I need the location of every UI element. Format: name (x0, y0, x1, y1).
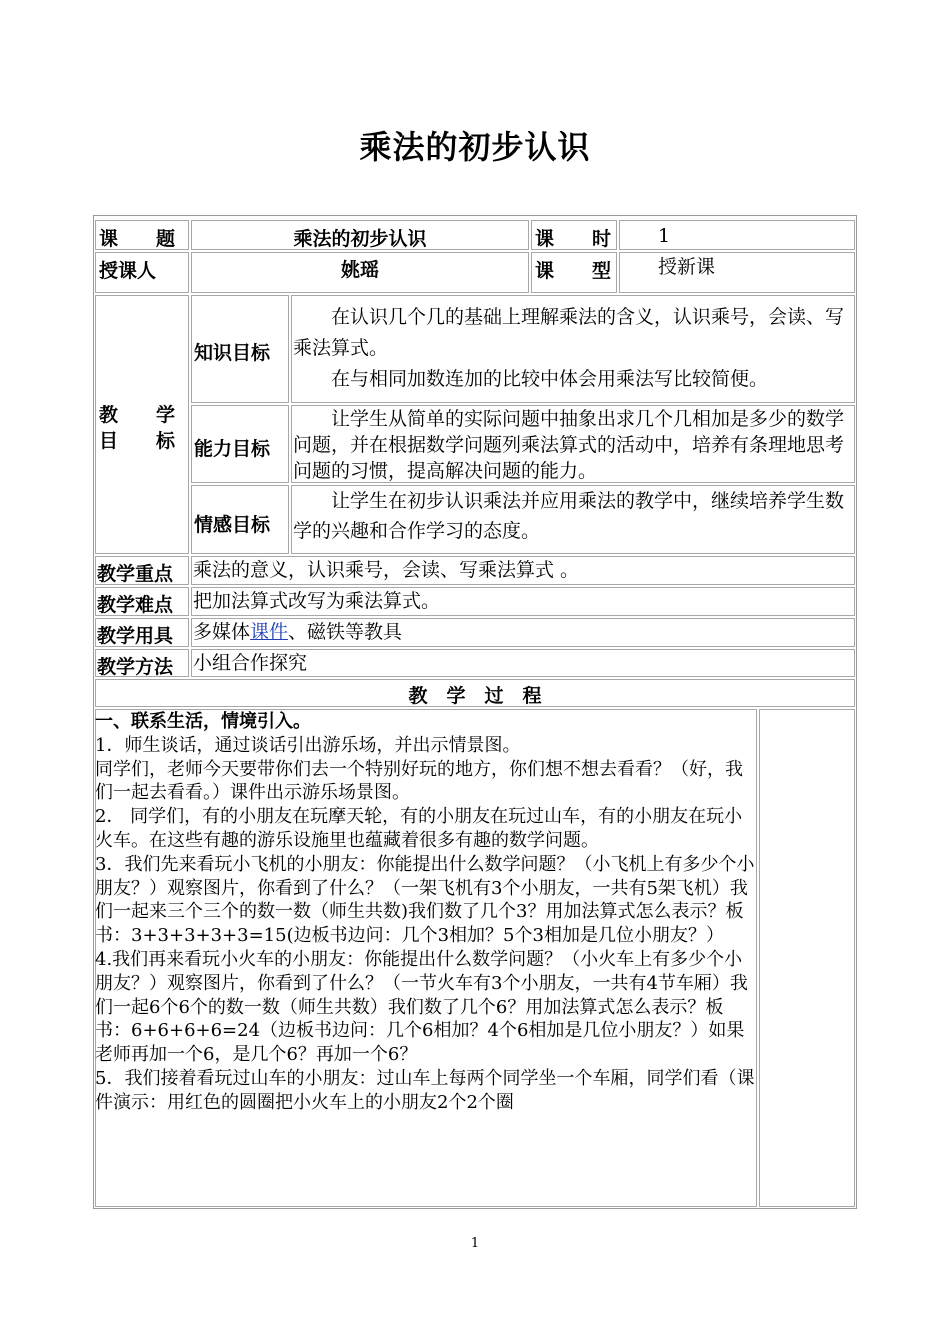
ability-text-cell (291, 405, 855, 483)
process-heading: 一、联系生活，情境引入。 (95, 711, 311, 732)
difficulty-value-cell (191, 587, 855, 616)
process-paragraph: 同学们，老师今天要带你们去一个特别好玩的地方，你们想不想去看看？（好，我们一起去看看。）课件出示游乐场景图。 (95, 758, 743, 804)
ability-label-cell (191, 405, 289, 483)
hours-label: 课 时 (535, 228, 612, 250)
type-value-cell (619, 252, 855, 293)
key-value: 乘法的意义，认识乘号，会读、写乘法算式 。 (193, 559, 580, 581)
key-label: 教学重点 (97, 563, 174, 585)
method-value-cell (191, 649, 855, 677)
teacher-value: 姚瑶 (340, 259, 379, 281)
tools-value-cell (191, 618, 855, 647)
type-label-cell (531, 252, 617, 293)
knowledge-label-cell (191, 295, 289, 403)
hours-label-cell (531, 220, 617, 250)
hours-value: 1 (658, 225, 671, 247)
process-header-cell (95, 679, 855, 707)
emotion-text: 让学生在初步认识乘法并应用乘法的教学中，继续培养学生数学的兴趣和合作学习的态度。 (293, 490, 845, 542)
page-title: 乘法的初步认识 (359, 128, 591, 166)
page-number: 1 (470, 1236, 480, 1251)
tools-label: 教学用具 (97, 625, 174, 647)
process-paragraph: 3．我们先来看玩小飞机的小朋友：你能提出什么数学问题？（小飞机上有多少个小朋友？）观察图片，你看到了什么？（一架飞机有3个小朋友，一共有5架飞机）我们一起来三个三个的数一数（师生共数)我们数了几个3？用加法算式怎么表示？板书：3+3+3+3+3=15(边板书边问：几个3相加？5个3相加是几位小朋友？） (95, 853, 755, 947)
teacher-label-cell (95, 252, 189, 293)
tools-label-cell (95, 618, 189, 647)
topic-label: 课 题 (99, 228, 176, 250)
method-label-cell (95, 649, 189, 677)
teacher-value-cell (191, 252, 529, 293)
goals-label-line1: 教 学 (99, 404, 176, 426)
emotion-label: 情感目标 (194, 514, 271, 536)
knowledge-label: 知识目标 (194, 342, 271, 364)
method-value: 小组合作探究 (193, 652, 308, 674)
type-value: 授新课 (658, 256, 716, 278)
knowledge-text-cell (291, 295, 855, 403)
emotion-text-cell (291, 485, 855, 554)
topic-label-cell (95, 220, 189, 250)
process-notes-cell (759, 709, 855, 1207)
ability-label: 能力目标 (194, 438, 271, 460)
goals-label-cell (95, 295, 189, 554)
process-paragraph: 5．我们接着看玩过山车的小朋友：过山车上每两个同学坐一个车厢，同学们看（课件演示：用红色的圆圈把小火车上的小朋友2个2个圈 (95, 1067, 755, 1113)
emotion-label-cell (191, 485, 289, 554)
process-content (95, 710, 755, 1115)
courseware-link[interactable]: 课件 (250, 621, 289, 643)
difficulty-label-cell (95, 587, 189, 616)
topic-value-cell (191, 220, 529, 250)
topic-value: 乘法的初步认识 (293, 228, 427, 250)
tools-prefix: 多媒体 (193, 621, 251, 643)
process-paragraph: 2． 同学们，有的小朋友在玩摩天轮，有的小朋友在玩过山车，有的小朋友在玩小火车。在这些有趣的游乐设施里也蕴藏着很多有趣的数学问题。 (95, 806, 743, 851)
type-label: 课 型 (535, 260, 612, 282)
difficulty-value: 把加法算式改写为乘法算式。 (193, 590, 441, 612)
method-label: 教学方法 (97, 656, 174, 677)
ability-text: 让学生从简单的实际问题中抽象出求几个几相加是多少的数学问题，并在根据数学问题列乘法算式的活动中，培养有条理地思考问题的习惯，提高解决问题的能力。 (293, 408, 845, 482)
process-paragraph: 4.我们再来看玩小火车的小朋友：你能提出什么数学问题？（小火车上有多少个小朋友？）观察图片，你看到了什么？（一节火车有3个小朋友，一共有4节车厢）我们一起6个6个的数一数（师生共数）我们数了几个6？用加法算式怎么表示？板书：6+6+6+6=24（边板书边问：几个6相加？4个6相加是几位小朋友？）如果老师再加一个6，是几个6？再加一个6？ (95, 948, 748, 1066)
knowledge-text-2: 在与相同加数连加的比较中体会用乘法写比较简便。 (331, 368, 769, 390)
key-value-cell (191, 556, 855, 585)
hours-value-cell (619, 220, 855, 250)
goals-label-line2: 目 标 (99, 430, 176, 452)
knowledge-text-1: 在认识几个几的基础上理解乘法的含义，认识乘号，会读、写乘法算式。 (293, 306, 845, 359)
key-label-cell (95, 556, 189, 585)
process-header: 教 学 过 程 (408, 685, 542, 707)
process-paragraph: 1．师生谈话，通过谈话引出游乐场，并出示情景图。 (95, 734, 521, 756)
tools-suffix: 、磁铁等教具 (288, 621, 403, 643)
difficulty-label: 教学难点 (97, 594, 174, 616)
teacher-label: 授课人 (99, 260, 157, 282)
